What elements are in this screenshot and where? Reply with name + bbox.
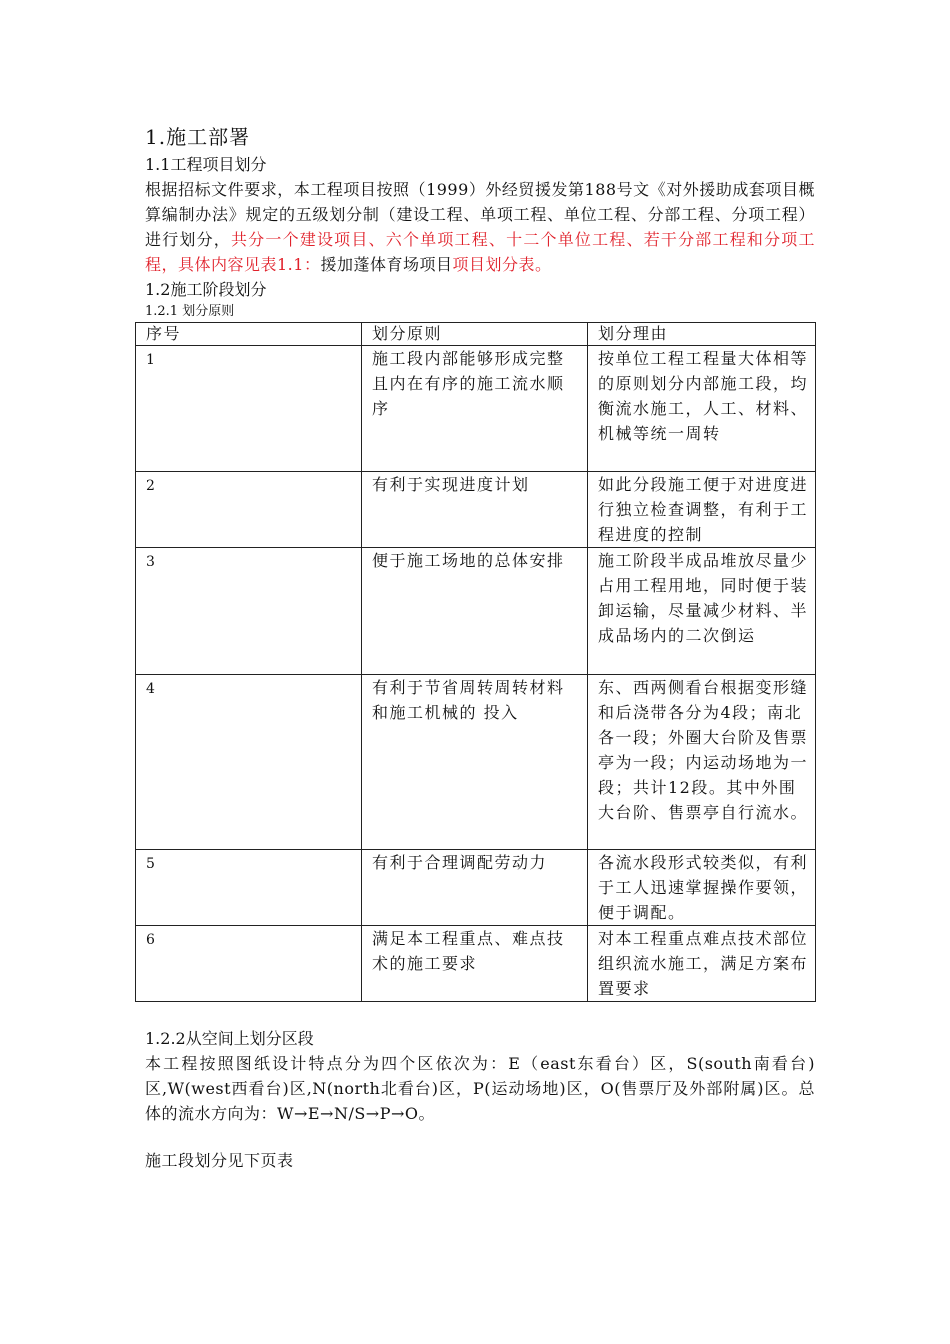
section-title: 1.施工部署 bbox=[145, 125, 251, 149]
paragraph-1-2-2: 本工程按照图纸设计特点分为四个区依次为：E（east东看台）区，S(south南看台)区,W(west西看台)区,N(north北看台)区，P(运动场地)区，O(售票厅及外部附属)区。总体的流水方向为：W→E→N/S→P→O。 bbox=[145, 1054, 815, 1123]
row-reason: 各流水段形式较类似，有利于工人迅速掌握操作要领，便于调配。 bbox=[588, 850, 816, 926]
subsection-title-1-2: 1.2施工阶段划分 bbox=[145, 280, 267, 299]
paragraph-text: 根据招标文件要求，本工程项目按照（1999）外经贸援发第188号文《对外援助成套项目概算编制办法》规定的五级划分制（建设工程、单项工程、单位工程、分部工程、分项工程）进行划分， bbox=[145, 180, 815, 249]
row-principle: 施工段内部能够形成完整且内在有序的施工流水顺序 bbox=[362, 346, 588, 472]
row-principle: 有利于合理调配劳动力 bbox=[362, 850, 588, 926]
row-principle: 有利于实现进度计划 bbox=[362, 472, 588, 548]
subsection-title-1-1: 1.1工程项目划分 bbox=[145, 155, 267, 174]
paragraph-red-text: 共分一个建设项目、六个单项工程、十二个单位工程、若干分部工程和分项工程，具体内容见表1.1： bbox=[145, 230, 815, 274]
table-row bbox=[136, 472, 816, 548]
row-number: 6 bbox=[136, 926, 362, 1002]
row-number: 5 bbox=[136, 850, 362, 926]
header-cell: 划分原则 bbox=[362, 323, 588, 346]
header-cell: 划分理由 bbox=[588, 323, 816, 346]
row-reason: 按单位工程工程量大体相等的原则划分内部施工段，均衡流水施工，人工、材料、机械等统一周转 bbox=[588, 346, 816, 472]
paragraph-1-1 bbox=[145, 177, 815, 277]
paragraph-tail-red-text: 项目划分表。 bbox=[452, 255, 552, 274]
header-cell: 序号 bbox=[136, 323, 362, 346]
table-row bbox=[136, 548, 816, 675]
row-principle: 满足本工程重点、难点技术的施工要求 bbox=[362, 926, 588, 1002]
table-row bbox=[136, 675, 816, 850]
row-reason: 如此分段施工便于对进度进行独立检查调整，有利于工程进度的控制 bbox=[588, 472, 816, 548]
document-page bbox=[145, 122, 815, 1173]
division-principles-table bbox=[135, 322, 816, 1002]
subsection-title-1-2-2: 1.2.2从空间上划分区段 bbox=[145, 1029, 314, 1048]
subsection-title-1-2-1: 1.2.1 划分原则 bbox=[145, 304, 235, 319]
table-row bbox=[136, 346, 816, 472]
row-number: 3 bbox=[136, 548, 362, 675]
table-header-row bbox=[136, 323, 816, 346]
row-number: 4 bbox=[136, 675, 362, 850]
footer-note: 施工段划分见下页表 bbox=[145, 1151, 294, 1170]
paragraph-tail-text: 援加蓬体育场项目 bbox=[320, 255, 453, 274]
row-reason: 东、西两侧看台根据变形缝和后浇带各分为4段；南北各一段；外圈大台阶及售票亭为一段；内运动场地为一段；共计12段。其中外围大台阶、售票亭自行流水。 bbox=[588, 675, 816, 850]
row-principle: 便于施工场地的总体安排 bbox=[362, 548, 588, 675]
table-row bbox=[136, 926, 816, 1002]
row-number: 2 bbox=[136, 472, 362, 548]
table-row bbox=[136, 850, 816, 926]
row-number: 1 bbox=[136, 346, 362, 472]
row-reason: 对本工程重点难点技术部位组织流水施工，满足方案布置要求 bbox=[588, 926, 816, 1002]
row-reason: 施工阶段半成品堆放尽量少占用工程用地，同时便于装卸运输，尽量减少材料、半成品场内的二次倒运 bbox=[588, 548, 816, 675]
row-principle: 有利于节省周转周转材料和施工机械的 投入 bbox=[362, 675, 588, 850]
